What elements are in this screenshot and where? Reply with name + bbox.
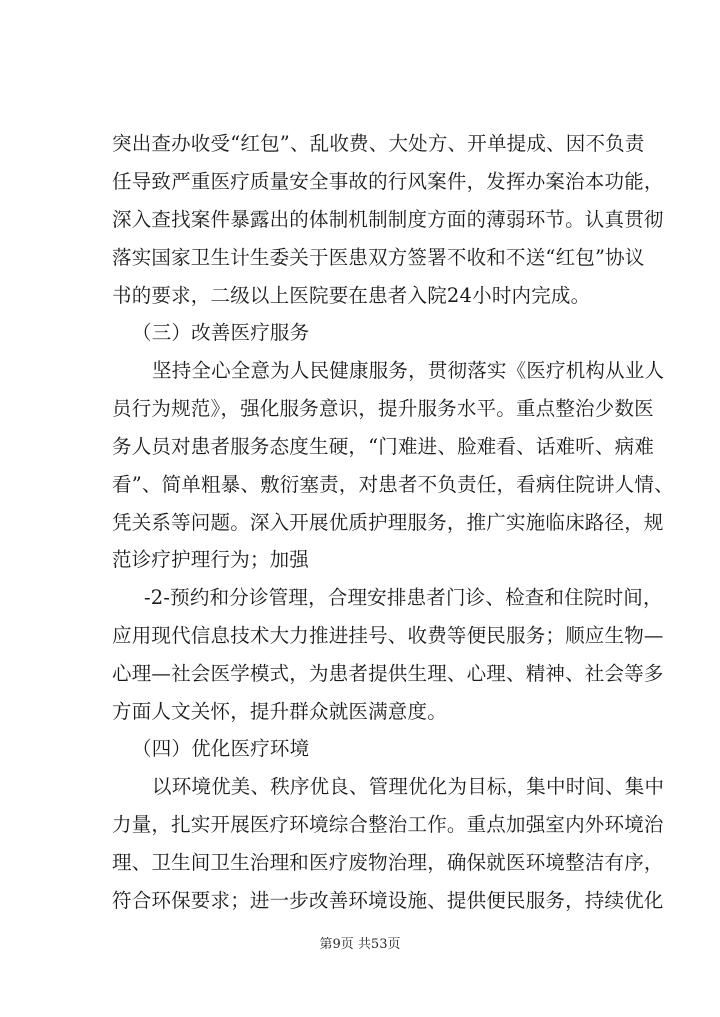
text-line-4: 落实国家卫生计生委关于医患双方签署不收和不送“红包”协议 — [112, 246, 645, 269]
text-line-14: 应用现代信息技术大力推进挂号、收费等便民服务；顺应生物— — [112, 624, 664, 647]
section-heading-3: （三）改善医疗服务 — [132, 321, 310, 344]
text-line-21: 符合环保要求；进一步改善环境设施、提供便民服务，持续优化 — [112, 889, 664, 912]
text-line-2: 任导致严重医疗质量安全事故的行风案件，发挥办案治本功能， — [112, 170, 664, 193]
text-line-9: 务人员对患者服务态度生硬，“门难进、脸难看、话难听、病难 — [112, 435, 655, 458]
text-line-5: 书的要求，二级以上医院要在患者入院24小时内完成。 — [112, 284, 591, 307]
text-line-3: 深入查找案件暴露出的体制机制制度方面的薄弱环节。认真贯彻 — [112, 208, 664, 231]
text-line-13: -2-预约和分诊管理，合理安排患者门诊、检查和住院时间， — [144, 586, 663, 609]
text-line-20: 理、卫生间卫生治理和医疗废物治理，确保就医环境整洁有序， — [112, 851, 664, 874]
page-number-footer: 第9页 共53页 — [319, 937, 401, 952]
text-line-18: 以环境优美、秩序优良、管理优化为目标，集中时间、集中 — [152, 775, 665, 798]
text-line-15: 心理—社会医学模式，为患者提供生理、心理、精神、社会等多 — [112, 662, 664, 685]
text-line-11: 凭关系等问题。深入开展优质护理服务，推广实施临床路径，规 — [112, 511, 664, 534]
text-line-12: 范诊疗护理行为；加强 — [112, 548, 310, 571]
text-line-7: 坚持全心全意为人民健康服务，贯彻落实《医疗机构从业人 — [152, 359, 665, 382]
text-line-8: 员行为规范》，强化服务意识，提升服务水平。重点整治少数医 — [112, 397, 654, 420]
text-line-10: 看”、简单粗暴、敷衍塞责，对患者不负责任，看病住院讲人情、 — [112, 473, 674, 496]
section-heading-4: （四）优化医疗环境 — [132, 737, 310, 760]
text-line-19: 力量，扎实开展医疗环境综合整治工作。重点加强室内外环境治 — [112, 813, 664, 836]
text-line-1: 突出查办收受“红包”、乱收费、大处方、开单提成、因不负责 — [112, 132, 645, 155]
text-line-16: 方面人文关怀，提升群众就医满意度。 — [112, 700, 447, 723]
